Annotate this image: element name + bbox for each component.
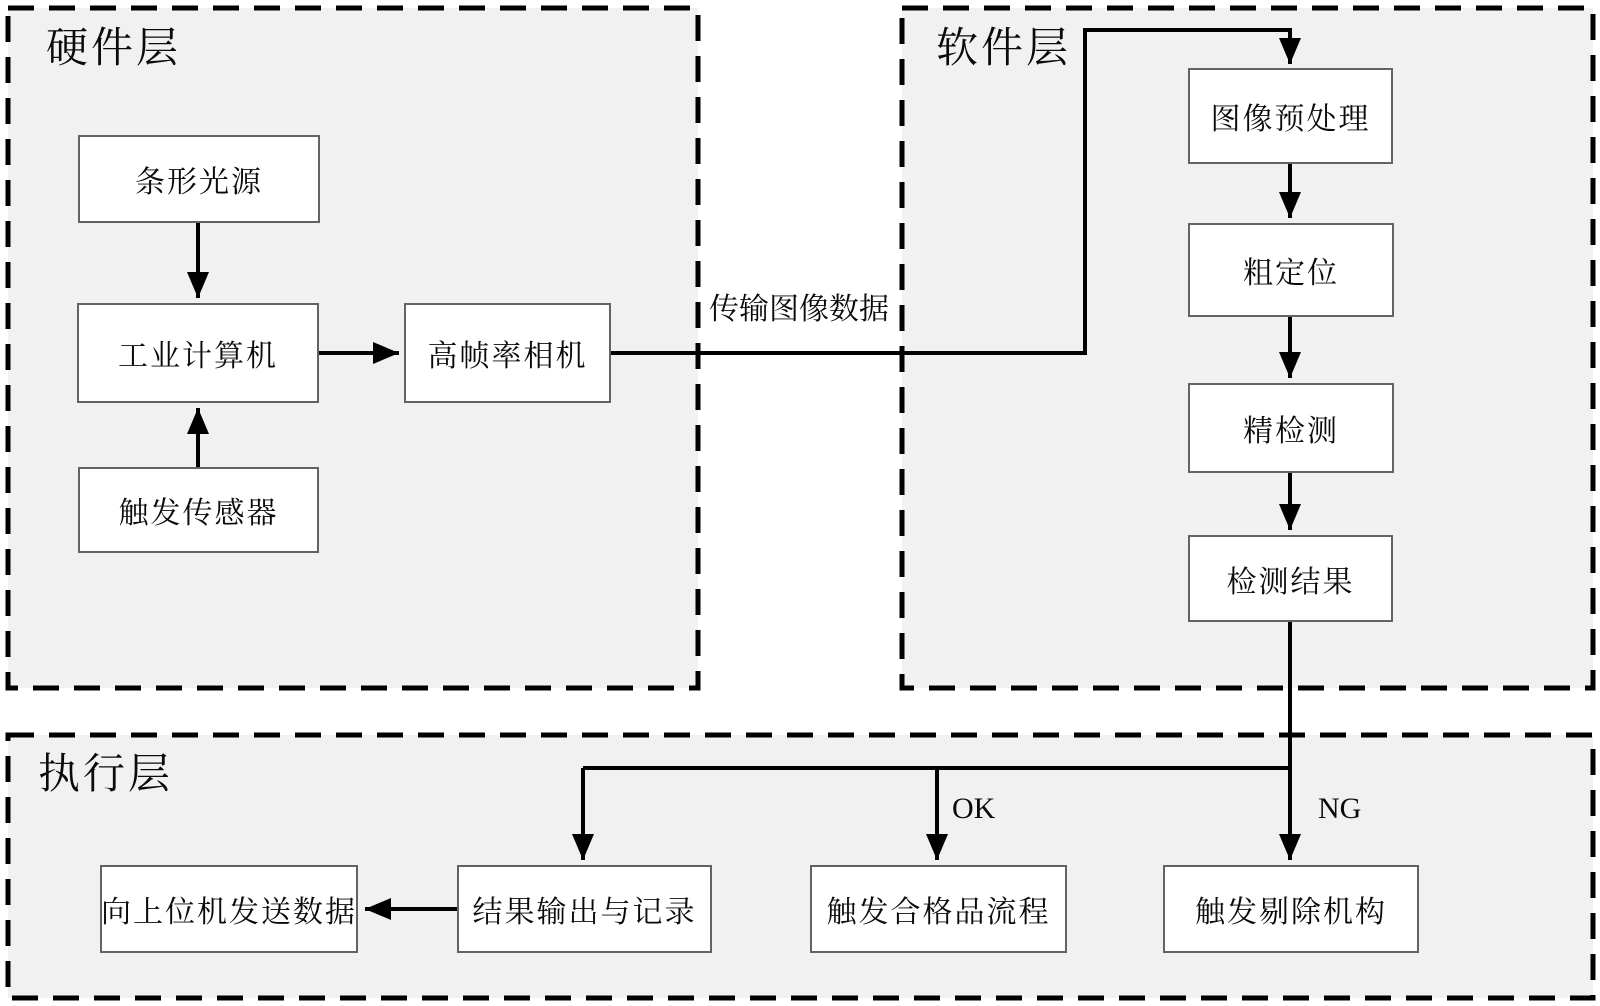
- node-strip-light: 条形光源: [78, 135, 320, 223]
- node-high-fps-camera: 高帧率相机: [404, 303, 611, 403]
- software-layer-title: 软件层: [936, 26, 1072, 72]
- node-detect-result: 检测结果: [1188, 535, 1393, 622]
- node-trigger-pass: 触发合格品流程: [810, 865, 1067, 953]
- hardware-layer-title: 硬件层: [46, 26, 182, 72]
- node-trigger-sensor: 触发传感器: [78, 467, 319, 553]
- label-ng: NG: [1318, 792, 1362, 825]
- label-ok: OK: [952, 792, 996, 825]
- node-industrial-computer: 工业计算机: [77, 303, 319, 403]
- execution-layer-title: 执行层: [38, 752, 174, 798]
- node-result-output: 结果输出与记录: [457, 865, 712, 953]
- node-image-preprocess: 图像预处理: [1188, 68, 1393, 164]
- node-coarse-locate: 粗定位: [1188, 223, 1394, 317]
- node-send-to-host: 向上位机发送数据: [100, 865, 358, 953]
- node-trigger-reject: 触发剔除机构: [1163, 865, 1419, 953]
- node-fine-detect: 精检测: [1188, 383, 1394, 473]
- label-transfer-image-data: 传输图像数据: [709, 293, 889, 326]
